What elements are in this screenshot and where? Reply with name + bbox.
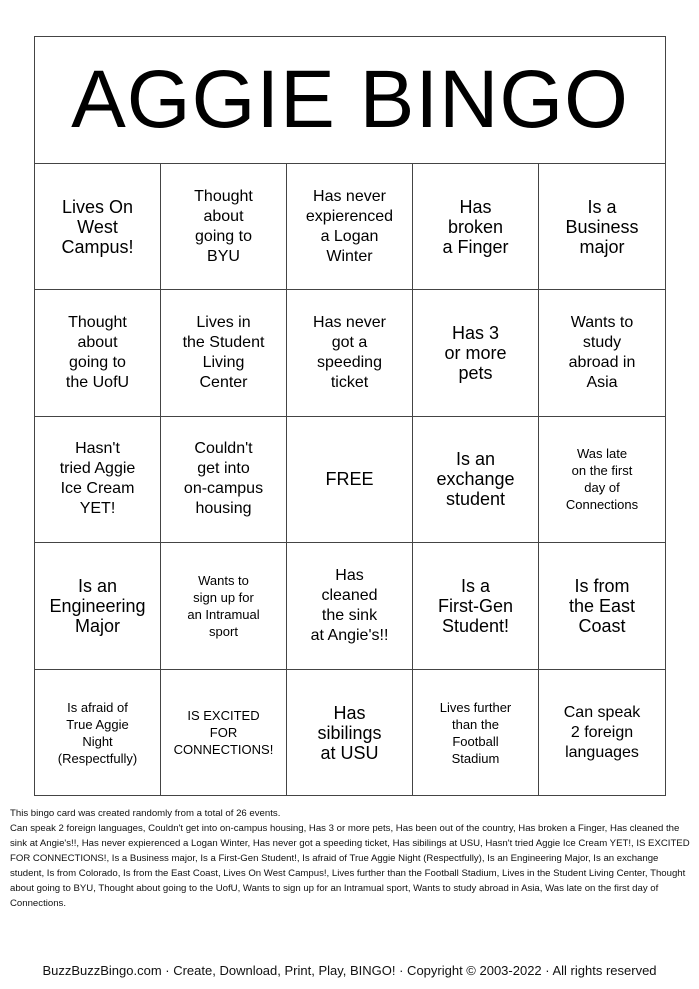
bingo-cell: Is an Engineering Major bbox=[35, 543, 161, 669]
bingo-cell: Is a First-Gen Student! bbox=[413, 543, 539, 669]
bingo-cell: Has never expierenced a Logan Winter bbox=[287, 164, 413, 290]
bingo-cell: Is afraid of True Aggie Night (Respectfully) bbox=[35, 670, 161, 796]
bingo-cell: Lives in the Student Living Center bbox=[161, 290, 287, 416]
bingo-card bbox=[34, 36, 666, 796]
bingo-cell: Wants to study abroad in Asia bbox=[539, 290, 665, 416]
note-events: Can speak 2 foreign languages, Couldn't get into on-campus housing, Has 3 or more pets, Has been out of the country, Has broken a Finger, Has cleaned the sink at Angie's!!, Has never expierenced a Logan Winter, Has never got a speeding ticket, Has sibilings at USU, Hasn't tried Aggie Ice Cream YET!, IS EXCITED FOR CONNECTIONS!, Is a Business major, Is a First-Gen Student!, Is afraid of True Aggie Night (Respectfully), Is an Engineering Major, Is an exchange student, Is from Colorado, Is from the East Coast, Lives On West Campus!, Lives further than the Football Stadium, Lives in the Student Living Center, Thought about going to BYU, Thought about going to the UofU, Wants to sign up for an Intramual sport, Wants to study abroad in Asia, Was late on the first day of Connections. bbox=[10, 823, 690, 909]
bingo-cell: Thought about going to BYU bbox=[161, 164, 287, 290]
bingo-cell: Has broken a Finger bbox=[413, 164, 539, 290]
bingo-cell: Can speak 2 foreign languages bbox=[563, 703, 641, 761]
bingo-cell: Has 3 or more pets bbox=[413, 290, 539, 416]
bingo-cell: Hasn't tried Aggie Ice Cream YET! bbox=[35, 417, 161, 543]
bingo-cell: Has sibilings at USU bbox=[287, 670, 413, 796]
bingo-cell: Lives further than the Football Stadium bbox=[413, 670, 539, 796]
bingo-cell: Is a Business major bbox=[539, 164, 665, 290]
card-note bbox=[10, 806, 695, 911]
bingo-cell: Thought about going to the UofU bbox=[35, 290, 161, 416]
bingo-grid bbox=[35, 164, 665, 796]
bingo-cell: Wants to sign up for an Intramual sport bbox=[161, 543, 287, 669]
bingo-cell: Was late on the first day of Connections bbox=[539, 417, 665, 543]
bingo-cell-free: FREE bbox=[287, 417, 413, 543]
bingo-cell: Is an exchange student bbox=[413, 417, 539, 543]
bingo-cell: Couldn't get into on-campus housing bbox=[161, 417, 287, 543]
card-title: AGGIE BINGO bbox=[35, 37, 665, 164]
bingo-cell: Has never got a speeding ticket bbox=[287, 290, 413, 416]
bingo-cell: IS EXCITED FOR CONNECTIONS! bbox=[161, 670, 287, 796]
note-summary: This bingo card was created randomly from a total of 26 events. bbox=[10, 808, 281, 819]
bingo-cell: Is from the East Coast bbox=[539, 543, 665, 669]
footer: BuzzBuzzBingo.com · Create, Download, Print, Play, BINGO! · Copyright © 2003-2022 · All rights reserved bbox=[42, 963, 657, 978]
bingo-cell: Has cleaned the sink at Angie's!! bbox=[287, 543, 413, 669]
bingo-cell: Lives On West Campus! bbox=[35, 164, 161, 290]
